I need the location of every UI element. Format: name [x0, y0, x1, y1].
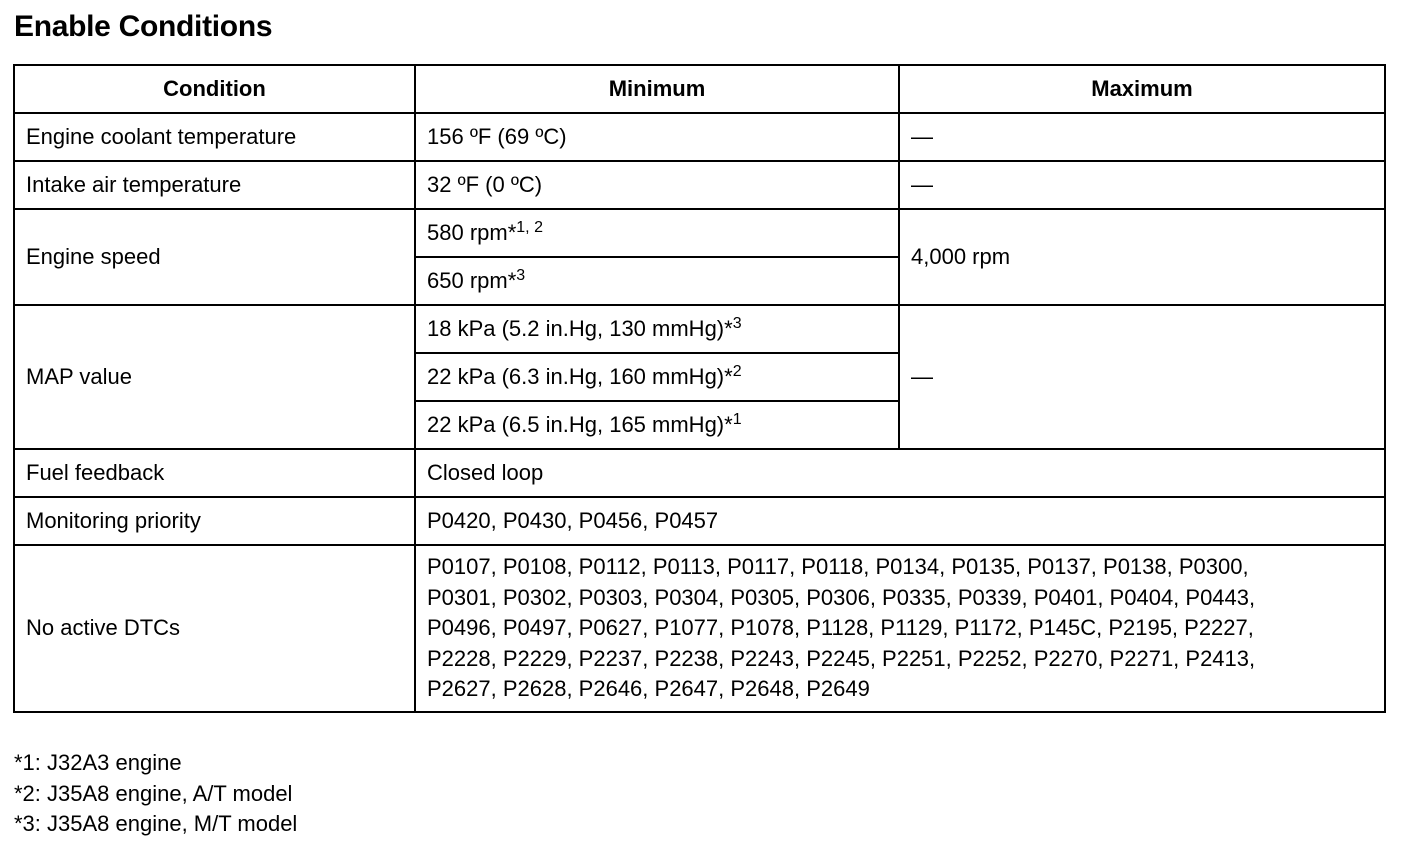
minimum-cell: 32 ºF (0 ºC) — [415, 161, 899, 209]
footnote-ref: 1 — [732, 411, 742, 428]
dtc-list-cell — [415, 545, 1385, 712]
footnote-ref: 3 — [732, 315, 742, 332]
header-maximum: Maximum — [899, 65, 1385, 113]
value-cell: P0420, P0430, P0456, P0457 — [415, 497, 1385, 545]
footnote: *2: J35A8 engine, A/T model — [14, 780, 293, 806]
condition-cell: Intake air temperature — [14, 161, 415, 209]
minimum-cell — [415, 353, 899, 401]
condition-cell: Engine speed — [14, 209, 415, 305]
minimum-cell: 156 ºF (69 ºC) — [415, 113, 899, 161]
dtc-line: P0496, P0497, P0627, P1077, P1078, P1128, P1129, P1172, P145C, P2195, P2227, — [427, 615, 1254, 640]
page-title: Enable Conditions — [14, 10, 273, 43]
minimum-cell — [415, 257, 899, 305]
condition-cell: No active DTCs — [14, 545, 415, 712]
value-cell: Closed loop — [415, 449, 1385, 497]
footnotes — [14, 748, 297, 840]
table-row — [14, 161, 1385, 209]
footnote: *1: J32A3 engine — [14, 750, 182, 775]
header-condition: Condition — [14, 65, 415, 113]
table-header-row — [14, 65, 1385, 113]
maximum-cell: — — [899, 113, 1385, 161]
minimum-value: 18 kPa (5.2 in.Hg, 130 mmHg)* — [427, 316, 733, 341]
condition-cell: Fuel feedback — [14, 449, 415, 497]
table-row — [14, 449, 1385, 497]
table-row — [14, 113, 1385, 161]
minimum-value: 580 rpm* — [427, 220, 517, 245]
maximum-cell: — — [899, 305, 1385, 449]
condition-cell: MAP value — [14, 305, 415, 449]
condition-cell: Engine coolant temperature — [14, 113, 415, 161]
dtc-line: P0107, P0108, P0112, P0113, P0117, P0118, P0134, P0135, P0137, P0138, P0300, — [427, 554, 1249, 579]
condition-cell: Monitoring priority — [14, 497, 415, 545]
footnote: *3: J35A8 engine, M/T model — [14, 811, 298, 836]
dtc-line: P0301, P0302, P0303, P0304, P0305, P0306, P0335, P0339, P0401, P0404, P0443, — [427, 584, 1256, 610]
minimum-value: 650 rpm* — [427, 268, 517, 293]
minimum-cell — [415, 401, 899, 449]
enable-conditions-table — [13, 64, 1386, 713]
minimum-cell — [415, 305, 899, 353]
footnote-ref: 1, 2 — [516, 219, 543, 236]
header-minimum: Minimum — [415, 65, 899, 113]
minimum-value: 22 kPa (6.3 in.Hg, 160 mmHg)* — [427, 364, 733, 389]
table-row — [14, 497, 1385, 545]
footnote-ref: 2 — [732, 363, 742, 380]
table-row — [14, 305, 1385, 353]
maximum-cell: 4,000 rpm — [899, 209, 1385, 305]
table-row — [14, 209, 1385, 257]
minimum-cell — [415, 209, 899, 257]
dtc-line: P2627, P2628, P2646, P2647, P2648, P2649 — [427, 676, 870, 701]
minimum-value: 22 kPa (6.5 in.Hg, 165 mmHg)* — [427, 412, 733, 437]
dtc-line: P2228, P2229, P2237, P2238, P2243, P2245, P2251, P2252, P2270, P2271, P2413, — [427, 645, 1256, 671]
table-row — [14, 545, 1385, 712]
footnote-ref: 3 — [516, 267, 526, 284]
maximum-cell: — — [899, 161, 1385, 209]
